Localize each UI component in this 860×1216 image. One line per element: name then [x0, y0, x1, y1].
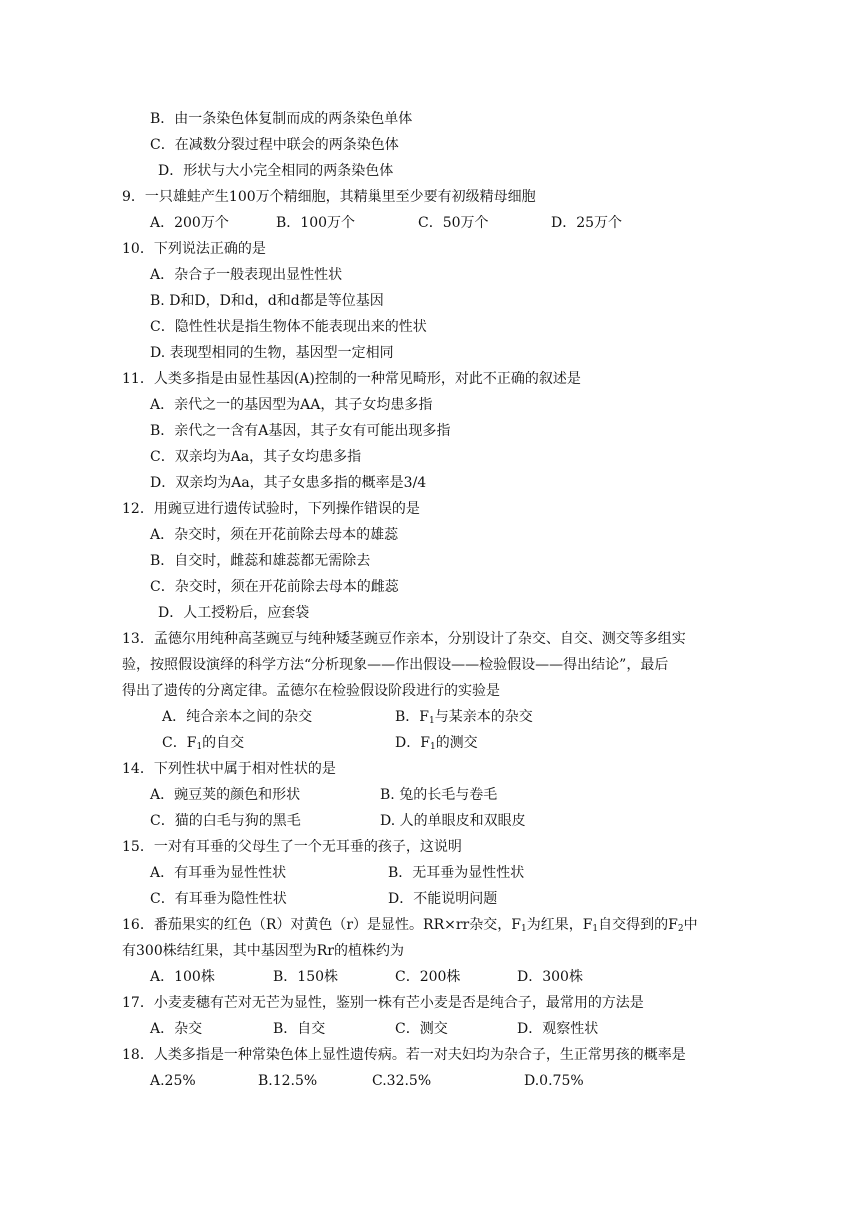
- q12-option-a: A．杂交时，须在开花前除去母本的雄蕊: [150, 527, 399, 543]
- q9-option-d: D．25万个: [551, 215, 623, 231]
- q8-option-b: B．由一条染色体复制而成的两条染色单体: [150, 111, 413, 127]
- q13-option-c: C．$F_1$的自交: [162, 735, 245, 752]
- q13-option-a: A．纯合亲本之间的杂交: [162, 709, 313, 725]
- q18-stem: 18．人类多指是一种常染色体上显性遗传病。若一对夫妇均为杂合子，生正常男孩的概率是: [122, 1047, 686, 1063]
- q15-option-b: B．无耳垂为显性性状: [388, 865, 525, 881]
- q15-option-a: A．有耳垂为显性性状: [150, 865, 287, 881]
- q13-stem-line1: 13．孟德尔用纯种高茎豌豆与纯种矮茎豌豆作亲本，分别设计了杂交、自交、测交等多组实: [122, 631, 686, 647]
- q10-option-b: B. D和D，D和d，d和d都是等位基因: [150, 293, 384, 309]
- q17-stem: 17．小麦麦穗有芒对无芒为显性，鉴别一株有芒小麦是否是纯合子，最常用的方法是: [122, 995, 644, 1011]
- q16-stem-line2: 有300株结红果，其中基因型为Rr的植株约为: [122, 943, 404, 959]
- q15-stem: 15．一对有耳垂的父母生了一个无耳垂的孩子，这说明: [122, 839, 462, 855]
- q15-option-d: D．不能说明问题: [388, 891, 498, 907]
- q18-option-d: D.0.75%: [524, 1073, 584, 1089]
- q14-option-d: D. 人的单眼皮和双眼皮: [380, 813, 526, 829]
- q10-option-a: A．杂合子一般表现出显性性状: [150, 267, 343, 283]
- q17-option-b: B．自交: [273, 1021, 326, 1037]
- q18-option-a: A.25%: [150, 1073, 196, 1089]
- q10-option-c: C．隐性性状是指生物体不能表现出来的性状: [150, 319, 427, 335]
- q13-option-d: D．$F_1$的测交: [395, 735, 478, 752]
- q13-stem-line3: 得出了遗传的分离定律。孟德尔在检验假设阶段进行的实验是: [122, 683, 500, 699]
- q13-stem-line2: 验，按照假设演绎的科学方法“分析现象——作出假设——检验假设——得出结论”，最后: [122, 657, 669, 673]
- q11-option-c: C．双亲均为Aa，其子女均患多指: [150, 449, 362, 465]
- q11-option-b: B．亲代之一含有A基因，其子女有可能出现多指: [150, 423, 451, 439]
- q17-option-d: D．观察性状: [517, 1021, 599, 1037]
- q10-stem: 10．下列说法正确的是: [122, 241, 266, 257]
- q16-option-c: C．200株: [395, 969, 461, 985]
- q9-option-a: A．200万个: [150, 215, 229, 231]
- q8-option-c: C．在减数分裂过程中联会的两条染色体: [150, 137, 399, 153]
- q12-option-b: B．自交时，雌蕊和雄蕊都无需除去: [150, 553, 371, 569]
- q11-stem: 11．人类多指是由显性基因(A)控制的一种常见畸形，对此不正确的叙述是: [122, 371, 581, 387]
- q16-option-d: D．300株: [517, 969, 583, 985]
- q11-option-d: D．双亲均为Aa，其子女患多指的概率是3/4: [150, 475, 427, 491]
- q9-option-b: B．100万个: [276, 215, 356, 231]
- q10-option-d: D. 表现型相同的生物，基因型一定相同: [150, 345, 394, 361]
- q18-option-c: C.32.5%: [372, 1073, 432, 1089]
- q12-option-d: D．人工授粉后，应套袋: [158, 605, 310, 621]
- q16-option-a: A．100株: [150, 969, 215, 985]
- q12-stem: 12．用豌豆进行遗传试验时，下列操作错误的是: [122, 501, 420, 517]
- q14-stem: 14．下列性状中属于相对性状的是: [122, 761, 336, 777]
- q15-option-c: C．有耳垂为隐性性状: [150, 891, 287, 907]
- q11-option-a: A．亲代之一的基因型为AA，其子女均患多指: [150, 397, 433, 413]
- q12-option-c: C．杂交时，须在开花前除去母本的雌蕊: [150, 579, 399, 595]
- q16-option-b: B．150株: [273, 969, 339, 985]
- q8-option-d: D．形状与大小完全相同的两条染色体: [158, 163, 394, 179]
- q16-stem-line1: 16．番茄果实的红色（R）对黄色（r）是显性。RR×rr杂交，$F_1$为红果，$F_1$自交得到的$F_2$中: [122, 917, 698, 934]
- q14-option-b: B. 兔的长毛与卷毛: [380, 787, 498, 803]
- q9-option-c: C．50万个: [418, 215, 489, 231]
- q14-option-c: C．猫的白毛与狗的黑毛: [150, 813, 301, 829]
- q14-option-a: A．豌豆荚的颜色和形状: [150, 787, 301, 803]
- q9-stem: 9．一只雄蛙产生100万个精细胞，其精巢里至少要有初级精母细胞: [122, 189, 536, 205]
- q13-option-b: B．$F_1$与某亲本的杂交: [395, 709, 533, 726]
- q17-option-c: C．测交: [395, 1021, 448, 1037]
- q17-option-a: A．杂交: [150, 1021, 203, 1037]
- q18-option-b: B.12.5%: [258, 1073, 318, 1089]
